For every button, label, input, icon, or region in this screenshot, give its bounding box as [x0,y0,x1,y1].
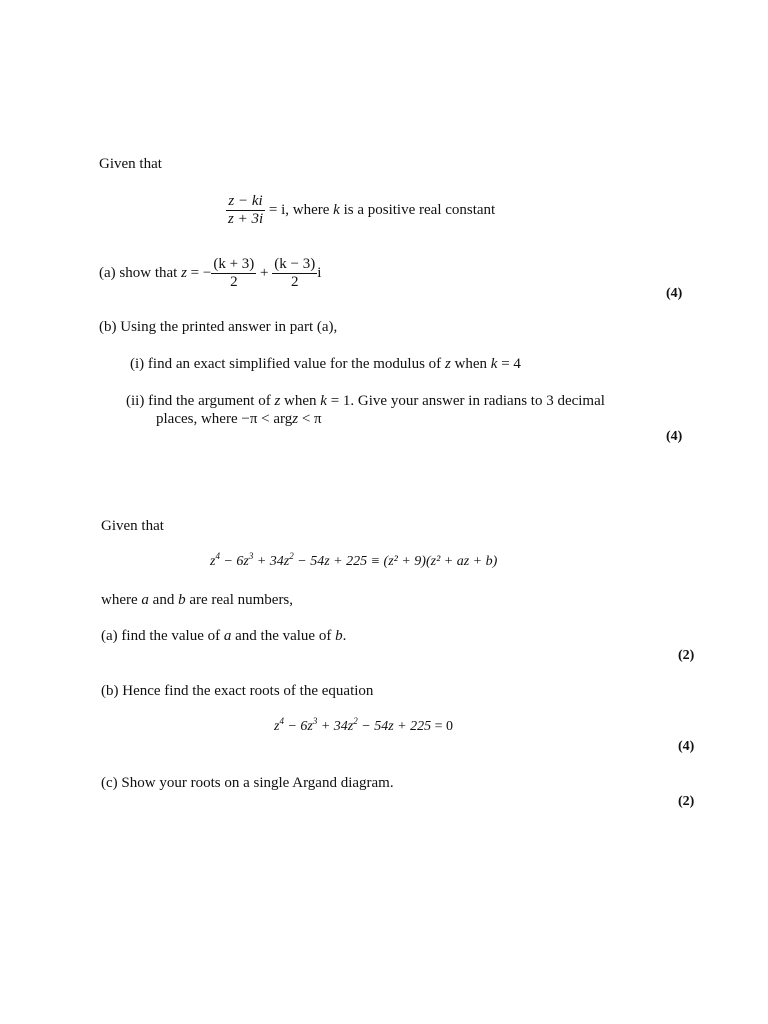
q1-part-a-eq: = − [190,264,212,281]
q2-where-b: b [178,592,186,608]
q1-part-a-fraction-1-den: 2 [230,274,238,290]
q1-equation-fraction [226,193,265,228]
q2-part-a-label: (a) [101,628,118,644]
q1-equation-numerator: z − ki [226,193,265,211]
q2-part-c-text: Show your roots on a single Argand diagram. [121,775,394,791]
q1-part-a-fraction-1-num: (k + 3) [213,256,255,272]
q1-part-a-fraction-2-num: (k − 3) [274,256,316,272]
q1-part-b-ii-text2: when [284,393,317,409]
q2-part-a-b: b [335,628,343,644]
q1-equation-rhs: = i, where [268,201,330,218]
q1-part-b-ii-text3: = 1. Give your answer in radians to 3 decimal [330,393,605,409]
q2-part-a-a: a [223,628,232,644]
q1-part-b-i-z: z [444,356,451,372]
q2-part-a-text2: and the value of [235,628,332,644]
q1-part-b [99,319,337,336]
q2-identity-rhs: ≡ (z² + 9)(z² + az + b) [370,554,498,569]
q1-part-b-text: Using the printed answer in part (a), [120,319,338,335]
q1-equation-denominator: z + 3i [228,211,264,227]
q2-intro: Given that [101,518,164,534]
q2-where-text3: are real numbers, [189,592,294,608]
q1-part-a-fraction-2 [272,256,317,291]
q1-part-b-i-text2: when [454,356,488,372]
q1-part-b-ii-z: z [274,393,281,409]
q2-part-b-equation [274,716,454,735]
q1-part-b-ii [126,393,605,410]
q2-where-text2: and [152,592,175,608]
q1-part-b-i-k: k [490,356,498,372]
q1-part-b-ii-label: (ii) [126,393,145,409]
q1-part-b-ii-k: k [320,393,327,409]
q1-part-b-i-text3: = 4 [501,356,521,372]
q2-where [101,592,293,609]
q2-part-b-mark: (4) [678,739,695,754]
q2-part-b-text: Hence find the exact roots of the equation [122,683,374,699]
q2-where-a: a [141,592,149,608]
q1-equation-k: k [333,201,340,218]
q2-identity-lhs: $z^4 - 6z^3 + 34z^2 - 54z + 225$ [210,551,368,569]
q1-given-equation [226,193,495,228]
q1-part-b-ii-line2-text: places, where −π < arg [156,411,293,427]
q1-part-a-fraction-1 [211,256,256,291]
q2-part-a [101,628,346,645]
q2-part-c [101,775,394,792]
q1-part-a [99,256,321,291]
q1-intro: Given that [99,156,162,172]
q1-part-b-mark: (4) [666,429,683,444]
q2-part-a-text3: . [342,628,347,644]
q1-part-a-plus: + [260,264,269,281]
q2-where-text1: where [101,592,138,608]
q1-part-b-ii-line2-end: < π [301,411,322,427]
q1-part-b-i-label: (i) [130,356,145,372]
q2-part-b [101,683,373,700]
q1-equation-tail: is a positive real constant [343,201,496,218]
q1-part-a-label: (a) [99,264,116,281]
q1-part-b-label: (b) [99,319,117,335]
q2-part-b-label: (b) [101,683,119,699]
q1-part-b-i-text1: find an exact simplified value for the modulus of [147,356,442,372]
q1-part-a-mark: (4) [666,286,683,301]
q1-part-b-ii-line2-z: z [292,411,299,427]
q2-part-b-equation-rhs: = 0 [434,719,454,734]
q1-part-b-ii-text1: find the argument of [148,393,271,409]
q2-identity [210,551,498,570]
q1-part-a-text: show that [119,264,178,281]
q2-part-c-label: (c) [101,775,118,791]
q2-part-c-mark: (2) [678,794,695,809]
q2-part-b-equation-lhs: $z^4 - 6z^3 + 34z^2 - 54z + 225$ [274,716,432,734]
q1-part-b-i [130,356,521,373]
q1-part-a-fraction-2-den: 2 [290,274,299,290]
q2-part-a-text1: find the value of [121,628,221,644]
q1-part-a-z: z [181,264,187,281]
q1-part-a-i: i [317,264,322,281]
q2-part-a-mark: (2) [678,648,695,663]
q1-part-b-ii-line2 [156,411,322,428]
